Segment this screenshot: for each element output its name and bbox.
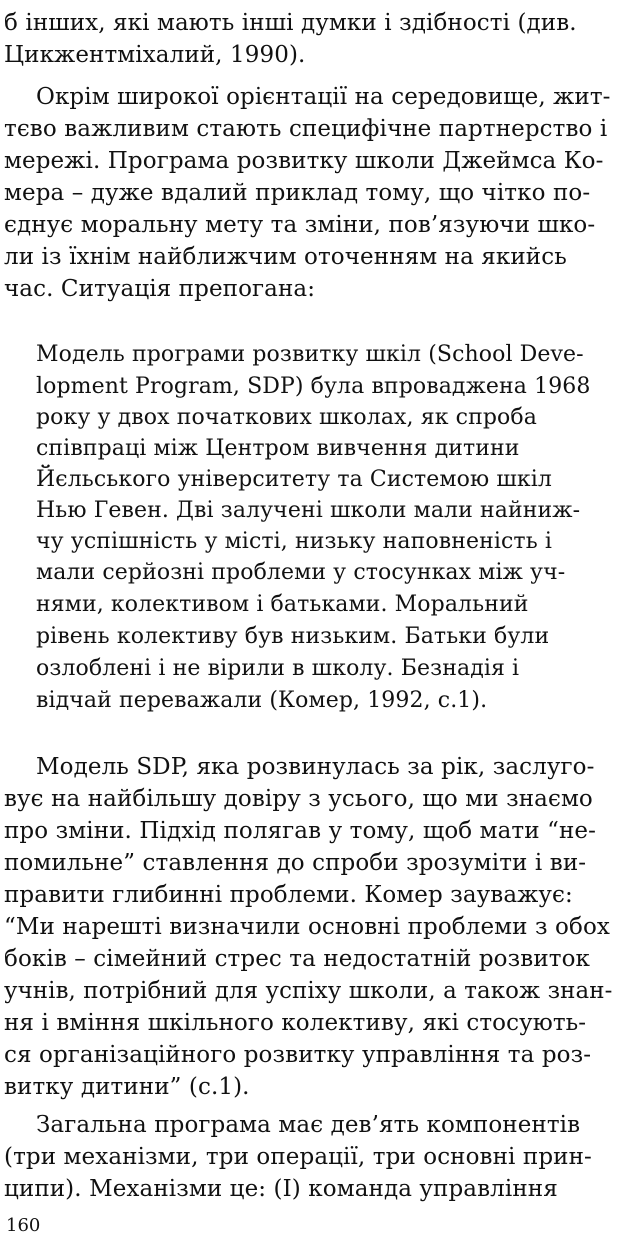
text-line: єднує моральну мету та зміни, пов’язуючи шко- <box>4 212 596 238</box>
text-line: Окрім широкої орієнтації на середовище, жит- <box>36 84 611 110</box>
text-line: Загальна програма має дев’ять компонентів <box>36 1112 581 1138</box>
text-line: мережі. Програма розвитку школи Джеймса Ко- <box>4 148 604 174</box>
quote-line: нями, колективом і батьками. Моральний <box>36 592 529 617</box>
quote-line: відчай переважали (Комер, 1992, с.1). <box>36 688 488 713</box>
quote-line: Йєльського університету та Системою шкіл <box>36 467 552 492</box>
text-line: про зміни. Підхід полягав у тому, щоб мати “не- <box>4 818 596 844</box>
quote-line: рівень колективу був низьким. Батьки були <box>36 624 550 649</box>
text-line: (три механізми, три операції, три основні прин- <box>4 1144 592 1170</box>
text-line: Модель SDP, яка розвинулась за рік, заслуго- <box>36 754 595 780</box>
quote-line: року у двох початкових школах, як спроба <box>36 405 537 430</box>
text-line: тєво важливим стають специфічне партнерство і <box>4 116 608 142</box>
text-line: боків – сімейний стрес та недостатній розвиток <box>4 946 591 972</box>
text-line: витку дитини” (с.1). <box>4 1074 250 1100</box>
text-line: мера – дуже вдалий приклад тому, що чітко по- <box>4 180 591 206</box>
quote-line: чу успішність у місті, низьку наповненість і <box>36 529 553 554</box>
text-line: ня і вміння шкільного колективу, які стосують- <box>4 1010 587 1036</box>
quote-line: Модель програми розвитку шкіл (School Deve- <box>36 342 584 367</box>
quote-line: Нью Гевен. Дві залучені школи мали найниж- <box>36 498 581 523</box>
text-line: вує на найбільшу довіру з усього, що ми знаємо <box>4 786 593 812</box>
text-line: ципи). Механізми це: (І) команда управління <box>4 1176 558 1202</box>
text-line: “Ми нарешті визначили основні проблеми з обох <box>4 914 610 940</box>
page-number: 160 <box>6 1215 41 1236</box>
text-line: Цикжентміхалий, 1990). <box>4 42 306 68</box>
quote-line: озлоблені і не вірили в школу. Безнадія і <box>36 656 520 681</box>
quote-line: мали серйозні проблеми у стосунках між уч- <box>36 560 566 585</box>
text-line: ли із їхнім найближчим оточенням на якийсь <box>4 244 567 270</box>
text-line: правити глибинні проблеми. Комер зауважує: <box>4 882 573 908</box>
text-line: ся організаційного розвитку управління та роз- <box>4 1042 592 1068</box>
quote-line: співпраці між Центром вивчення дитини <box>36 436 520 461</box>
text-line: учнів, потрібний для успіху школи, а також знан- <box>4 978 613 1004</box>
quote-line: lopment Program, SDP) була впроваджена 1968 <box>36 374 591 399</box>
text-line: б інших, які мають інші думки і здібності (див. <box>4 10 577 36</box>
text-line: помильне” ставлення до спроби зрозуміти і ви- <box>4 850 587 876</box>
text-line: час. Ситуація препогана: <box>4 276 316 302</box>
